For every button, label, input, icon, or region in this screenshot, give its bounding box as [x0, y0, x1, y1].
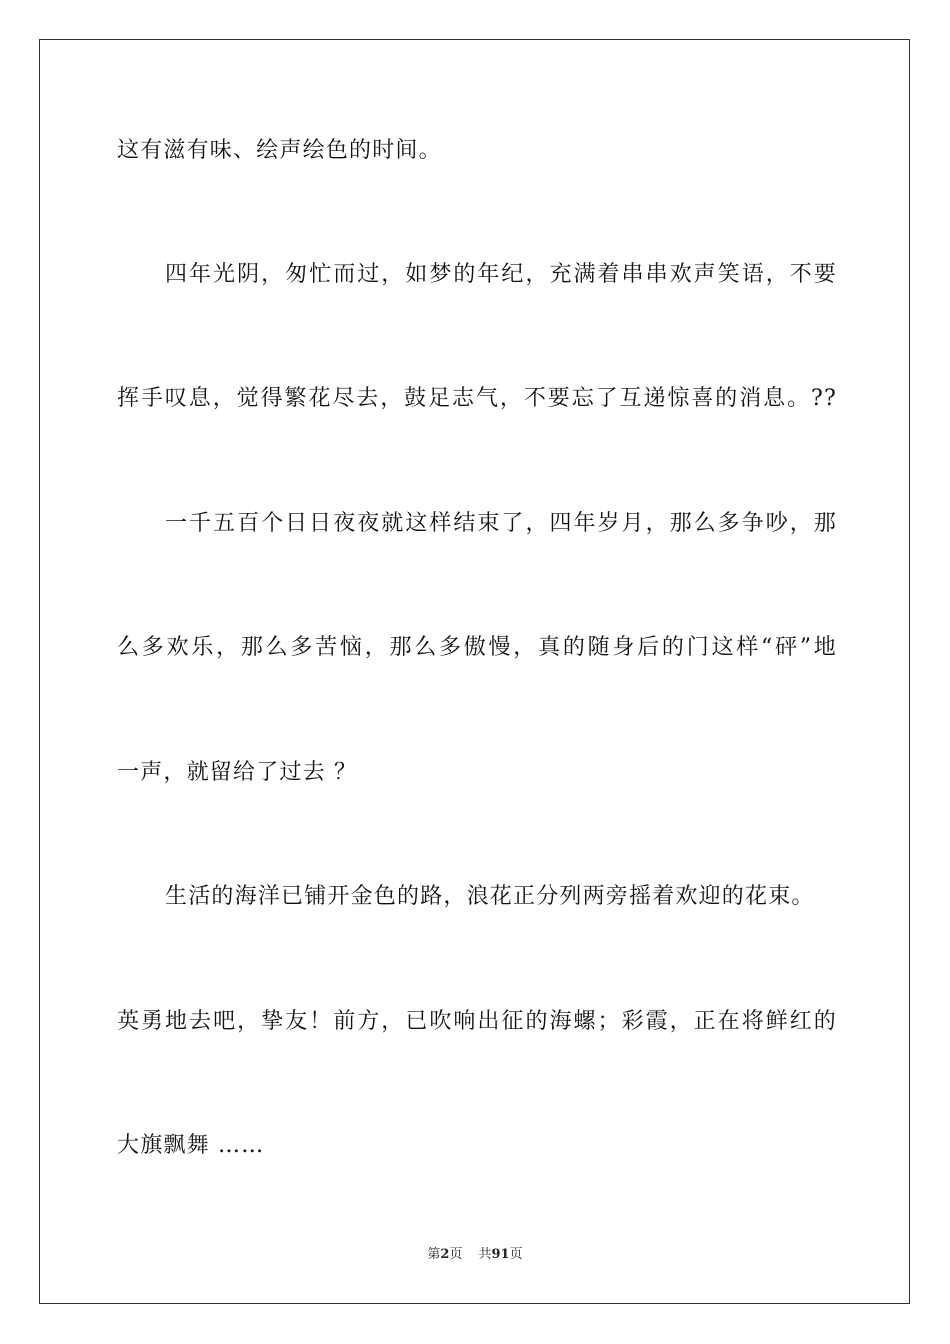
footer-total-suffix: 页 — [509, 1247, 523, 1262]
footer-page-prefix: 第 — [427, 1247, 441, 1262]
paragraph-line-3: 挥手叹息，觉得繁花尽去，鼓足志气，不要忘了互递惊喜的消息。?? — [117, 386, 837, 411]
footer-page-suffix: 页 — [449, 1247, 463, 1262]
paragraph-line-6: 一声，就留给了过去 ？ — [117, 760, 358, 785]
page-border — [39, 39, 910, 1304]
paragraph-line-2: 四年光阴，匆忙而过，如梦的年纪，充满着串串欢声笑语，不要 — [165, 262, 837, 287]
paragraph-line-7: 生活的海洋已铺开金色的路，浪花正分列两旁摇着欢迎的花束。 — [165, 884, 815, 909]
footer-page-number: 2 — [440, 1247, 450, 1262]
paragraph-line-5: 么多欢乐，那么多苦恼，那么多傲慢，真的随身后的门这样“砰”地 — [117, 635, 837, 660]
paragraph-line-8: 英勇地去吧，挚友！前方，已吹响出征的海螺；彩霞，正在将鲜红的 — [117, 1009, 837, 1034]
page-footer — [0, 1246, 950, 1264]
paragraph-line-9: 大旗飘舞 …… — [117, 1133, 265, 1158]
paragraph-line-4: 一千五百个日日夜夜就这样结束了，四年岁月，那么多争吵，那 — [165, 511, 837, 536]
paragraph-line-1: 这有滋有味、绘声绘色的时间。 — [117, 138, 442, 163]
footer-total-pages: 91 — [491, 1247, 510, 1262]
footer-total-prefix: 共 — [478, 1247, 492, 1262]
